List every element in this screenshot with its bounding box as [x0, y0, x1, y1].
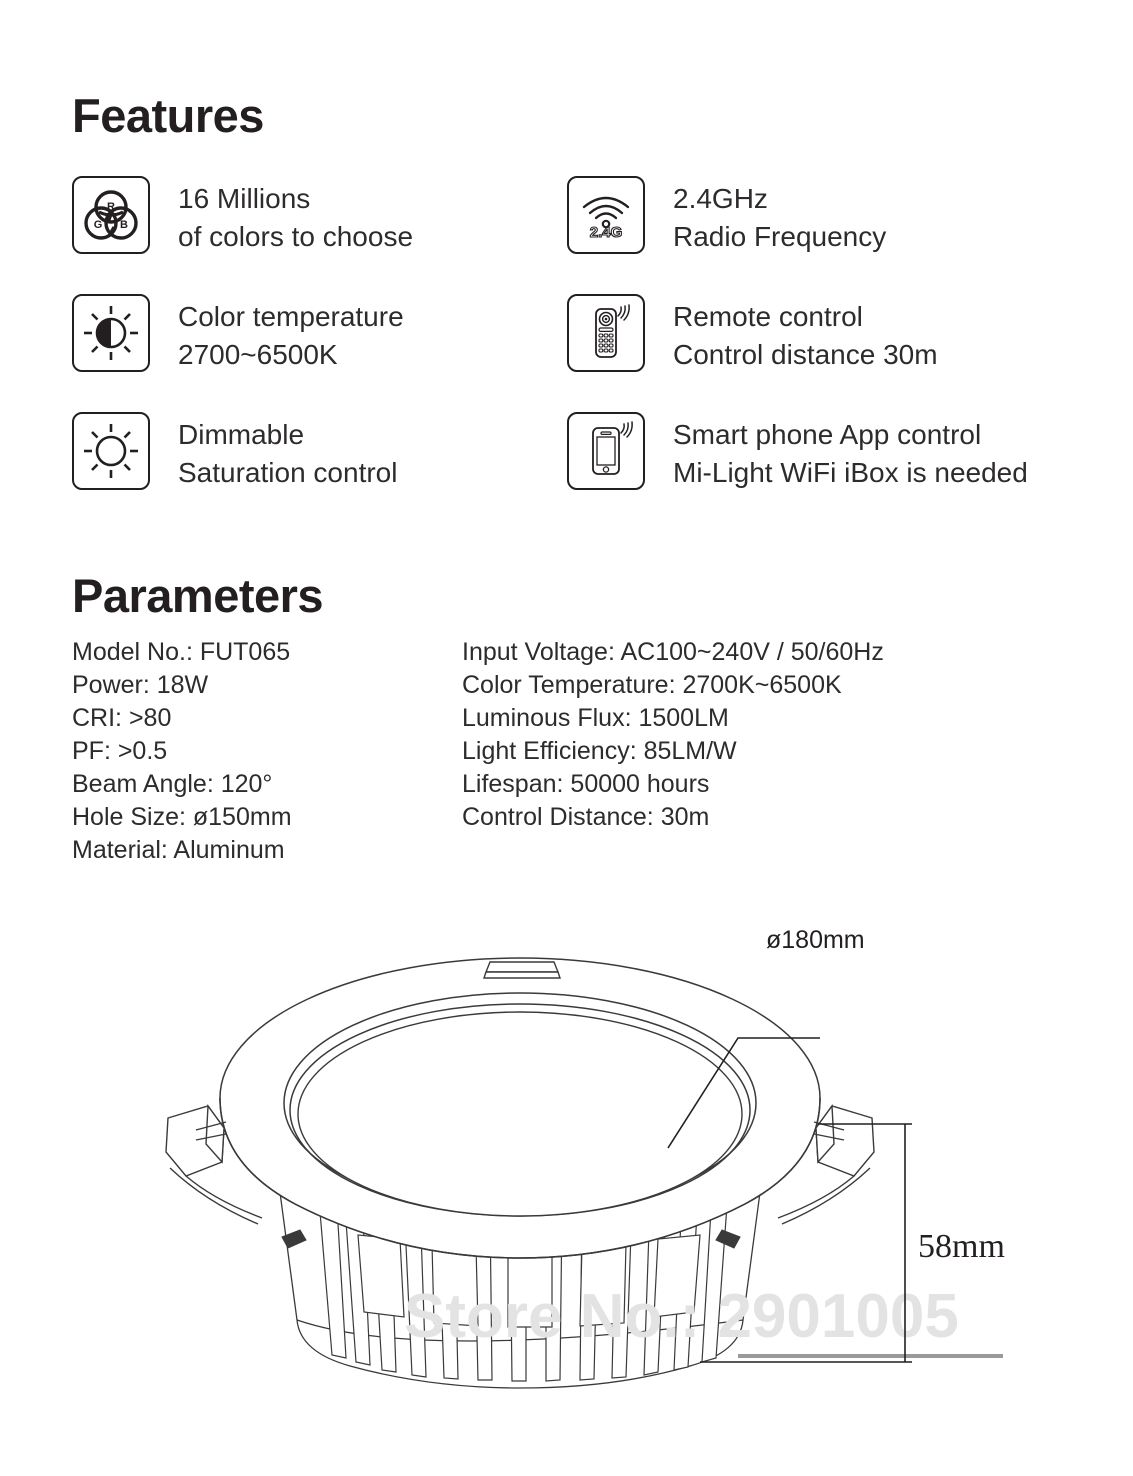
feature-item-app-control	[567, 412, 1072, 530]
parameter-line: Color Temperature: 2700K~6500K	[462, 671, 842, 699]
feature-item-colors	[72, 176, 567, 294]
feature-line-2: Saturation control	[178, 457, 398, 488]
height-dimension-label: 58mm	[918, 1228, 1005, 1265]
parameter-line: Power: 18W	[72, 671, 209, 699]
color-temperature-sun-icon	[72, 294, 150, 372]
feature-line-1: 2.4GHz	[673, 183, 768, 214]
parameter-line: PF: >0.5	[72, 737, 168, 765]
parameters-left-column	[72, 636, 462, 867]
wifi-band-label: 2.4G	[589, 224, 623, 241]
feature-line-2: Mi-Light WiFi iBox is needed	[673, 457, 1028, 488]
feature-item-radio-frequency	[567, 176, 1072, 294]
parameter-line: CRI: >80	[72, 704, 172, 732]
feature-text	[673, 176, 886, 256]
diameter-dimension-label: ø180mm	[766, 926, 865, 954]
features-grid	[72, 176, 1072, 530]
feature-line-1: Remote control	[673, 301, 863, 332]
features-section-title: Features	[72, 89, 264, 142]
feature-item-remote-control	[567, 294, 1072, 412]
product-dimension-drawing	[0, 900, 1133, 1410]
rgb-label-b: B	[120, 219, 128, 231]
feature-line-1: 16 Millions	[178, 183, 311, 214]
parameters-section-title: Parameters	[72, 569, 324, 622]
parameter-line: Luminous Flux: 1500LM	[462, 704, 729, 732]
feature-item-color-temperature	[72, 294, 567, 412]
store-watermark: Store No.: 2901005	[404, 1282, 959, 1351]
parameter-line: Control Distance: 30m	[462, 803, 710, 831]
parameter-line: Hole Size: ø150mm	[72, 803, 292, 831]
feature-line-1: Smart phone App control	[673, 419, 982, 450]
dimmable-sun-icon	[72, 412, 150, 490]
feature-text	[178, 412, 397, 492]
feature-line-2: 2700~6500K	[178, 339, 338, 370]
rgb-label-r: R	[107, 201, 115, 213]
parameters-block	[72, 636, 1072, 867]
remote-control-icon	[567, 294, 645, 372]
feature-item-dimmable	[72, 412, 567, 530]
parameter-line: Lifespan: 50000 hours	[462, 770, 710, 798]
parameter-line: Beam Angle: 120°	[72, 770, 273, 798]
feature-line-2: of colors to choose	[178, 221, 414, 252]
feature-text	[673, 412, 1028, 492]
diffuser-face	[298, 1012, 742, 1216]
feature-text	[178, 294, 404, 374]
wifi-2-4g-icon	[567, 176, 645, 254]
parameter-line: Model No.: FUT065	[72, 638, 291, 666]
smartphone-app-icon	[567, 412, 645, 490]
rgb-label-g: G	[93, 219, 103, 231]
rgb-color-circles-icon	[72, 176, 150, 254]
parameter-line: Input Voltage: AC100~240V / 50/60Hz	[462, 638, 884, 666]
parameter-line: Material: Aluminum	[72, 836, 285, 864]
feature-line-2: Control distance 30m	[673, 339, 938, 370]
feature-text	[178, 176, 413, 256]
parameter-line: Light Efficiency: 85LM/W	[462, 737, 737, 765]
parameters-right-column	[462, 636, 1072, 867]
feature-line-2: Radio Frequency	[673, 221, 887, 252]
feature-line-1: Dimmable	[178, 419, 305, 450]
feature-text	[673, 294, 938, 374]
feature-line-1: Color temperature	[178, 301, 404, 332]
top-mounting-tab	[484, 962, 560, 978]
